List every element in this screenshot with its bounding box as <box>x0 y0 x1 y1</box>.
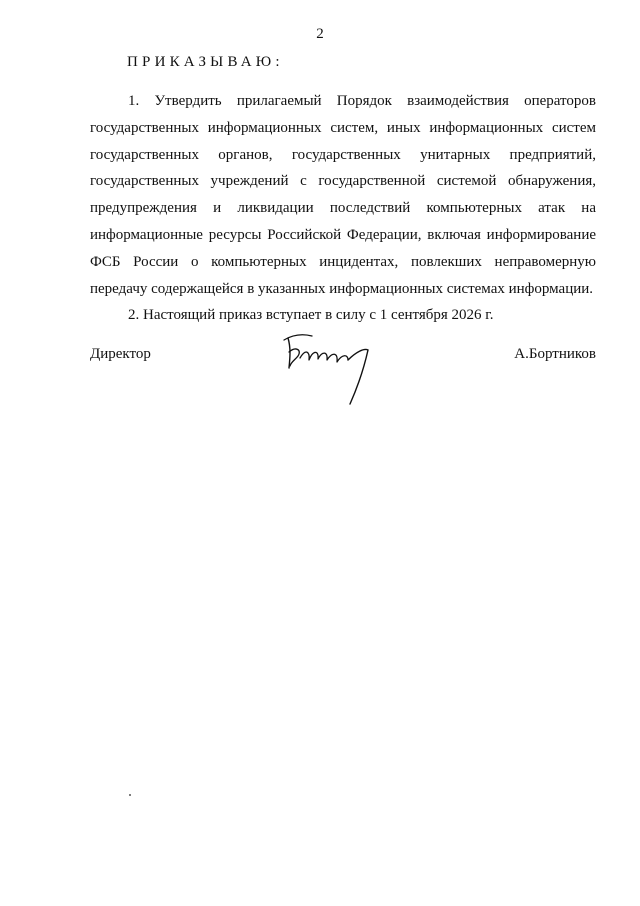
signatory-name: А.Бортников <box>514 346 596 362</box>
handwritten-signature <box>282 324 382 410</box>
page-number: 2 <box>316 26 324 42</box>
paragraph-2: 2. Настоящий приказ вступает в силу с 1 сентября 2026 г. <box>128 307 494 324</box>
paragraph-1: 1. Утвердить прилагаемый Порядок взаимодействия операторов государственных информационных систем, иных информационных систем государственных органов, государственных унитарных предприятий, государственных учреждений с государственной системой обнаружения, предупреждения и ликвидации последствий компьютерных атак на информационные ресурсы Российской Федерации, включая информирование ФСБ России о компьютерных инцидентах, повлекших неправомерную передачу содержащейся в указанных информационных системах информации. <box>90 93 596 297</box>
order-heading: ПРИКАЗЫВАЮ: <box>127 54 284 70</box>
signature-block <box>90 346 596 416</box>
order-body <box>90 88 596 329</box>
scan-speck <box>129 794 131 796</box>
signatory-title: Директор <box>90 346 151 362</box>
